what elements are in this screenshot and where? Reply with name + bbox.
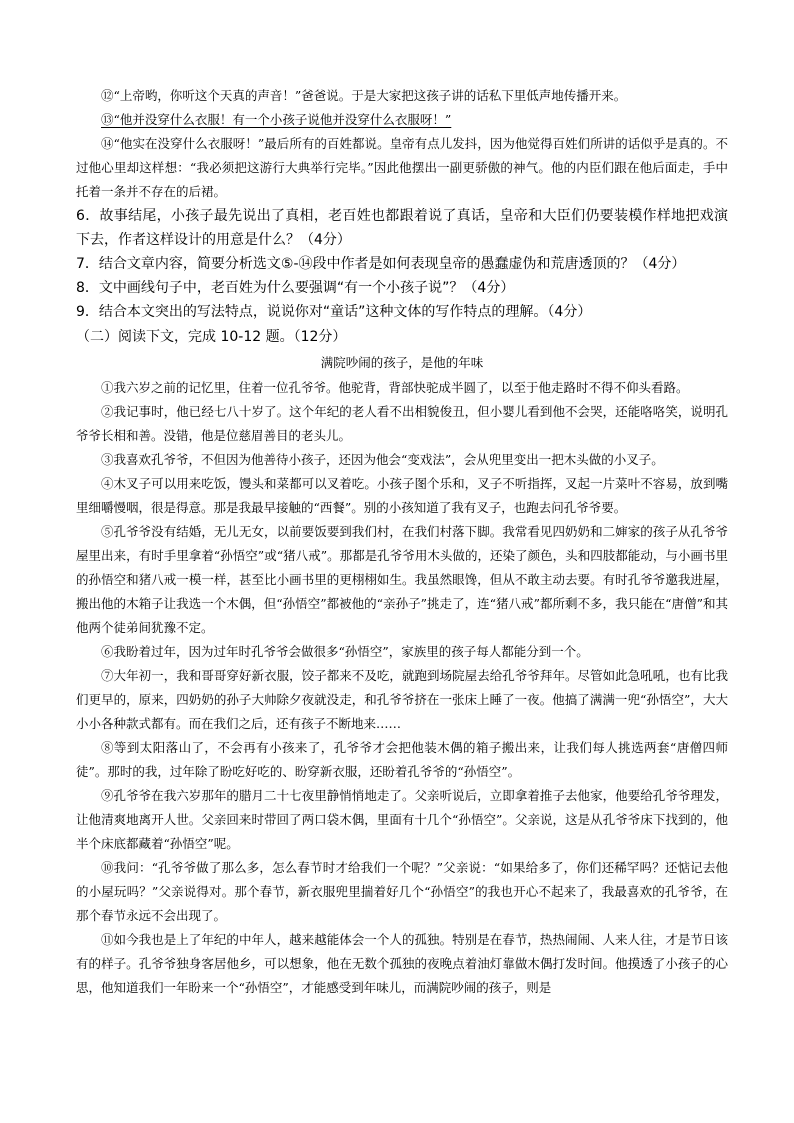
paragraph-13 — [76, 108, 728, 132]
article-paragraph-2: ②我记事时，他已经七八十岁了。这个年纪的老人看不出相貌俊丑，但小婴儿看到他不会哭，还能咯咯笑，说明孔爷爷长相和善。没错，他是位慈眉善目的老头儿。 — [76, 404, 728, 443]
question-9: 9．结合本文突出的写法特点，说说你对“童话”这种文体的写作特点的理解。（4分） — [76, 304, 592, 320]
article-paragraph-10: ⑩我问：“孔爷爷做了那么多，怎么春节时才给我们一个呢？”父亲说：“如果给多了，你们还稀罕吗？还惦记去他的小屋玩吗？”父亲说得对。那个春节，新衣服兜里揣着好几个“孙悟空”的我也开心不起来了，我最喜欢的孔爷爷，在那个春节永远不会出现了。 — [76, 860, 728, 923]
section-heading: （二）阅读下文，完成 10-12 题。（12分） — [76, 329, 347, 345]
article-paragraph-4: ④木叉子可以用来吃饭，馒头和菜都可以叉着吃。小孩子图个乐和，叉子不听指挥，叉起一片菜叶不容易，放到嘴里细嚼慢咽，很是得意。那是我最早接触的“西餐”。别的小孩知道了我有叉子，也跑去问孔爷爷要。 — [76, 476, 728, 515]
article-paragraph-3: ③我喜欢孔爷爷，不但因为他善待小孩子，还因为他会“变戏法”，会从兜里变出一把木头做的小叉子。 — [101, 452, 664, 467]
underlined-sentence: ⑬“他并没穿什么衣服！有一个小孩子说他并没穿什么衣服呀！” — [101, 112, 452, 127]
paragraph-12: ⑫“上帝哟，你听这个天真的声音！”爸爸说。于是大家把这孩子讲的话私下里低声地传播开来。 — [101, 88, 627, 103]
article-paragraph-7: ⑦大年初一，我和哥哥穿好新衣服，饺子都来不及吃，就跑到场院屋去给孔爷爷拜年。尽管如此急吼吼，也有比我们更早的，原来，四奶奶的孙子大帅除夕夜就没走，和孔爷爷挤在一张床上睡了一夜。他搞了满满一兜“孙悟空”，大大小小各种款式都有。而在我们之后，还有孩子不断地来…… — [76, 668, 728, 731]
article-paragraph-1: ①我六岁之前的记忆里，住着一位孔爷爷。他驼背，背部快驼成半圆了，以至于他走路时不得不仰头看路。 — [101, 380, 689, 395]
question-6: 6．故事结尾，小孩子最先说出了真相，老百姓也都跟着说了真话，皇帝和大臣们仍要装模作样地把戏演下去，作者这样设计的用意是什么？（4分） — [76, 208, 728, 248]
article-paragraph-11: ⑪如今我也是上了年纪的中年人，越来越能体会一个人的孤独。特别是在春节，热热闹闹、人来人往，才是节日该有的样子。孔爷爷独身客居他乡，可以想象，他在无数个孤独的夜晚点着油灯靠做木偶打发时间。他摸透了小孩子的心思，他知道我们一年盼来一个“孙悟空”，才能感受到年味儿，而满院吵闹的孩子，则是 — [76, 932, 728, 995]
article-paragraph-8: ⑧等到太阳落山了，不会再有小孩来了，孔爷爷才会把他装木偶的箱子搬出来，让我们每人挑选两套“唐僧四师徒”。那时的我，过年除了盼吃好吃的、盼穿新衣服，还盼着孔爷爷的“孙悟空”。 — [76, 740, 728, 779]
question-8: 8．文中画线句子中，老百姓为什么要强调“有一个小孩子说”？（4分） — [76, 280, 515, 296]
article-paragraph-5: ⑤孔爷爷没有结婚，无儿无女，以前要饭要到我们村，在我们村落下脚。我常看见四奶奶和二婶家的孩子从孔爷爷屋里出来，有时手里拿着“孙悟空”或“猪八戒”。那都是孔爷爷用木头做的，还染了颜色，头和四肢都能动，与小画书里的孙悟空和猪八戒一模一样，甚至比小画书里的更栩栩如生。我虽然眼馋，但从不敢主动去要。有时孔爷爷邀我进屋，搬出他的木箱子让我选一个木偶，但“孙悟空”都被他的“亲孙子”挑走了，连“猪八戒”都所剩不多，我只能在“唐僧”和其他两个徒弟间犹豫不定。 — [76, 524, 728, 635]
paragraph-14: ⑭“他实在没穿什么衣服呀！”最后所有的百姓都说。皇帝有点儿发抖，因为他觉得百姓们所讲的话似乎是真的。不过他心里却这样想：“我必须把这游行大典举行完毕。”因此他摆出一副更骄傲的神气。他的内臣们跟在他后面走，手中托着一条并不存在的后裙。 — [76, 136, 728, 199]
article-title: 满院吵闹的孩子，是他的年味 — [320, 355, 484, 370]
question-7: 7．结合文章内容，简要分析选文⑤-⑭段中作者是如何表现皇帝的愚蠢虚伪和荒唐透顶的？（4分） — [76, 256, 686, 272]
article-paragraph-9: ⑨孔爷爷在我六岁那年的腊月二十七夜里静悄悄地走了。父亲听说后，立即拿着推子去他家，他要给孔爷爷理发，让他清爽地离开人世。父亲回来时带回了两口袋木偶，里面有十几个“孙悟空”。父亲说，这是从孔爷爷床下找到的，他半个床底都藏着“孙悟空”呢。 — [76, 788, 728, 851]
article-paragraph-6: ⑥我盼着过年，因为过年时孔爷爷会做很多“孙悟空”，家族里的孩子每人都能分到一个。 — [101, 644, 589, 659]
